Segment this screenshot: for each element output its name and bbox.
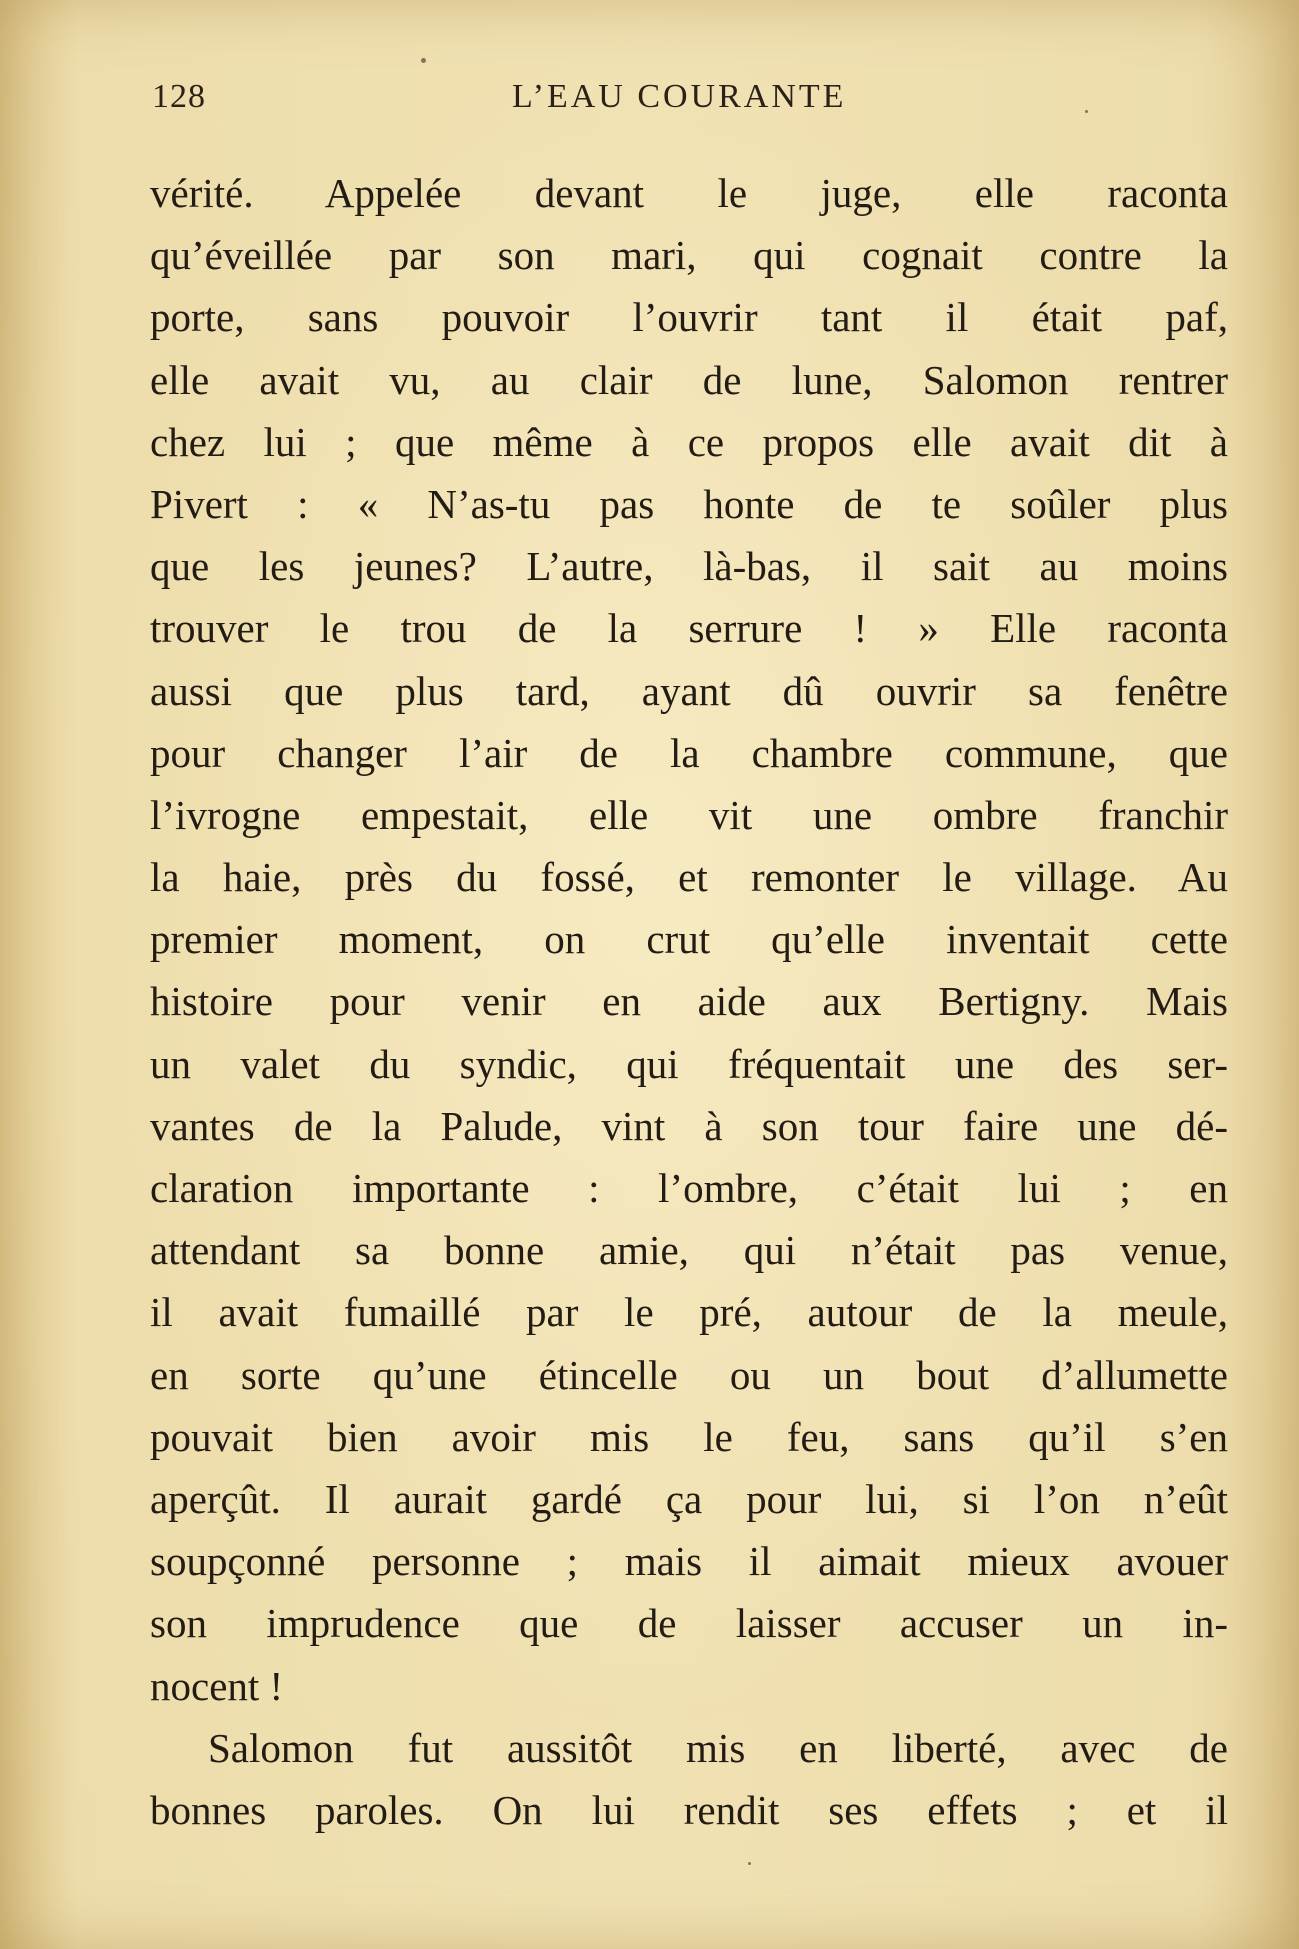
text-line: il avait fumaillé par le pré, autour de la meule, xyxy=(150,1289,1228,1336)
text-line: pouvait bien avoir mis le feu, sans qu’il s’en xyxy=(150,1413,1228,1460)
text-line: premier moment, on crut qu’elle inventait cette xyxy=(150,916,1228,963)
page-number: 128 xyxy=(152,78,206,115)
text-line: que les jeunes? L’autre, là-bas, il sait au moins xyxy=(150,543,1228,590)
text-line: soupçonné personne ; mais il aimait mieux avouer xyxy=(150,1538,1228,1585)
body-text xyxy=(150,162,1228,1841)
text-line: bonnes paroles. On lui rendit ses effets ; et il xyxy=(150,1786,1228,1833)
paragraph-start-line: Salomon fut aussitôt mis en liberté, avec de xyxy=(208,1724,1228,1771)
text-line: pour changer l’air de la chambre commune, que xyxy=(150,729,1228,776)
text-line: trouver le trou de la serrure ! » Elle raconta xyxy=(150,605,1228,652)
text-line: porte, sans pouvoir l’ouvrir tant il était paf, xyxy=(150,294,1228,341)
text-line: l’ivrogne empestait, elle vit une ombre franchir xyxy=(150,791,1228,838)
text-line: qu’éveillée par son mari, qui cognait contre la xyxy=(150,232,1228,279)
ink-speck xyxy=(748,1862,751,1865)
text-line: vantes de la Palude, vint à son tour faire une dé- xyxy=(150,1102,1228,1149)
text-line: chez lui ; que même à ce propos elle avait dit à xyxy=(150,418,1228,465)
text-line: aussi que plus tard, ayant dû ouvrir sa fenêtre xyxy=(150,667,1228,714)
text-line: attendant sa bonne amie, qui n’était pas venue, xyxy=(150,1227,1228,1274)
ink-speck xyxy=(421,58,426,63)
text-line: un valet du syndic, qui fréquentait une des ser- xyxy=(150,1040,1228,1087)
running-head xyxy=(152,78,1232,134)
text-line: la haie, près du fossé, et remonter le village. Au xyxy=(150,854,1228,901)
text-line: Pivert : « N’as-tu pas honte de te soûler plus xyxy=(150,480,1228,527)
running-title: L’EAU COURANTE xyxy=(512,78,847,115)
text-line: en sorte qu’une étincelle ou un bout d’allumette xyxy=(150,1351,1228,1398)
text-line: aperçût. Il aurait gardé ça pour lui, si l’on n’eût xyxy=(150,1475,1228,1522)
text-line: claration importante : l’ombre, c’était lui ; en xyxy=(150,1165,1228,1211)
text-line: elle avait vu, au clair de lune, Salomon rentrer xyxy=(150,356,1228,403)
paragraph-end-line: nocent ! xyxy=(150,1662,284,1709)
text-line: son imprudence que de laisser accuser un in- xyxy=(150,1600,1228,1647)
text-line: vérité. Appelée devant le juge, elle raconta xyxy=(150,170,1228,216)
text-line: histoire pour venir en aide aux Bertigny. Mais xyxy=(150,978,1228,1025)
